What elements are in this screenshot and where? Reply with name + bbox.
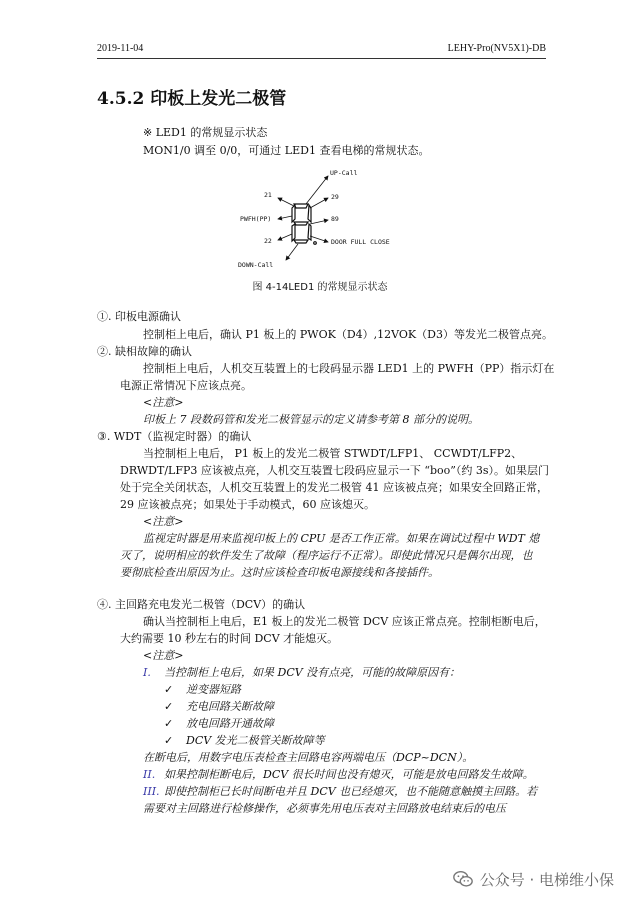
reason3-text: 即使控制柜已长时间断电并且 DCV 也已经熄灭，也不能随意触摸主回路。若 <box>164 785 538 798</box>
item4-title: ④. 主回路充电发光二极管（DCV）的确认 <box>97 598 306 611</box>
seven-segment-display <box>292 204 316 244</box>
watermark <box>452 868 614 890</box>
item2-note-label: <注意> <box>143 396 184 409</box>
section-title: 4.5.2 印板上发光二极管 <box>97 89 287 109</box>
item1-line1: 控制柜上电后，确认 P1 板上的 PWOK（D4）,12VOK（D3）等发光二极管点亮。 <box>143 328 553 341</box>
label-door-full-close: DOOR FULL CLOSE <box>331 238 390 246</box>
item3-note-line1: 监视定时器是用来监视印板上的 CPU 是否工作正常。如果在调试过程中 WDT 熄 <box>143 532 540 545</box>
intro-line: MON1/0 调至 0/0，可通过 LED1 查看电梯的常规状态。 <box>143 144 430 157</box>
intro-bullet: ※ LED1 的常规显示状态 <box>143 126 268 139</box>
header-doc-id: LEHY-Pro(NV5X1)-DB <box>447 43 546 54</box>
item4-note-label: <注意> <box>143 649 184 662</box>
check-mark-4: ✓ <box>164 734 174 747</box>
item4-line1: 确认当控制柜上电后，E1 板上的发光二极管 DCV 应该正常点亮。控制柜断电后， <box>143 615 546 628</box>
reason2-text: 如果控制柜断电后，DCV 很长时间也没有熄灭，可能是放电回路发生故障。 <box>164 768 534 781</box>
led1-diagram <box>228 164 428 272</box>
wechat-icon <box>452 868 474 890</box>
item3-note-label: <注意> <box>143 515 184 528</box>
reason3-text-cont: 需要对主回路进行检修操作，必须事先用电压表对主回路放电结束后的电压 <box>143 802 506 815</box>
after-checks-text: 在断电后，用数字电压表检查主回路电容两端电压（DCP~DCN）。 <box>143 751 474 764</box>
item3-title: ③. WDT（监视定时器）的确认 <box>97 430 252 443</box>
item3-line2: DRWDT/LFP3 应该被点亮，人机交互装置七段码应显示一下 “boo”（约 3s）。如果层门 <box>120 464 550 477</box>
item3-note-line3: 要彻底检查出原因为止。这时应该检查印板电源接线和各接插件。 <box>120 566 439 579</box>
label-pwfh: PWFH(PP) <box>240 215 272 223</box>
item3-line4: 29 应该被点亮；如果处于手动模式，60 应该熄灭。 <box>120 498 375 511</box>
label-21: 21 <box>264 191 272 199</box>
header-rule <box>97 58 546 59</box>
check-item-4: DCV 发光二极管关断故障等 <box>186 734 325 747</box>
reason3-number: III. <box>143 785 160 798</box>
check-mark-1: ✓ <box>164 683 174 696</box>
item2-note-line1: 印板上 7 段数码管和发光二极管显示的定义请参考第 8 部分的说明。 <box>143 413 479 426</box>
reason2-number: II. <box>143 768 156 781</box>
label-89: 89 <box>331 215 339 223</box>
item3-note-line2: 灭了，说明相应的软件发生了故障（程序运行不正常）。即使此情况只是偶尔出现，也 <box>120 549 533 562</box>
figure-caption: 图 4-14LED1 的常规显示状态 <box>252 282 388 293</box>
item3-line3: 处于完全关闭状态，人机交互装置上的发光二极管 41 应该被点亮；如果安全回路正常， <box>120 481 548 494</box>
item3-line1: 当控制柜上电后， P1 板上的发光二极管 STWDT/LFP1、 CCWDT/LFP2、 <box>143 447 523 460</box>
header-date: 2019-11-04 <box>97 43 144 54</box>
label-down-call: DOWN-Call <box>238 261 274 269</box>
check-item-3: 放电回路开通故障 <box>186 717 274 730</box>
check-mark-3: ✓ <box>164 717 174 730</box>
check-item-1: 逆变器短路 <box>186 683 241 696</box>
label-up-call: UP-Call <box>330 169 358 177</box>
item1-title: ①. 印板电源确认 <box>97 310 181 323</box>
item2-title: ②. 缺相故障的确认 <box>97 345 192 358</box>
watermark-text: 公众号 · 电梯维小保 <box>479 870 614 889</box>
item2-line2: 电源正常情况下应该点亮。 <box>120 379 252 392</box>
led1-figure <box>228 164 428 272</box>
check-mark-2: ✓ <box>164 700 174 713</box>
reason1-text: 当控制柜上电后，如果 DCV 没有点亮，可能的故障原因有： <box>164 666 461 679</box>
item4-line2: 大约需要 10 秒左右的时间 DCV 才能熄灭。 <box>120 632 339 645</box>
check-item-2: 充电回路关断故障 <box>186 700 274 713</box>
label-22: 22 <box>264 237 272 245</box>
label-29: 29 <box>331 193 339 201</box>
reason1-number: I. <box>143 666 151 679</box>
item2-line1: 控制柜上电后，人机交互装置上的七段码显示器 LED1 上的 PWFH（PP）指示灯在 <box>143 362 555 375</box>
